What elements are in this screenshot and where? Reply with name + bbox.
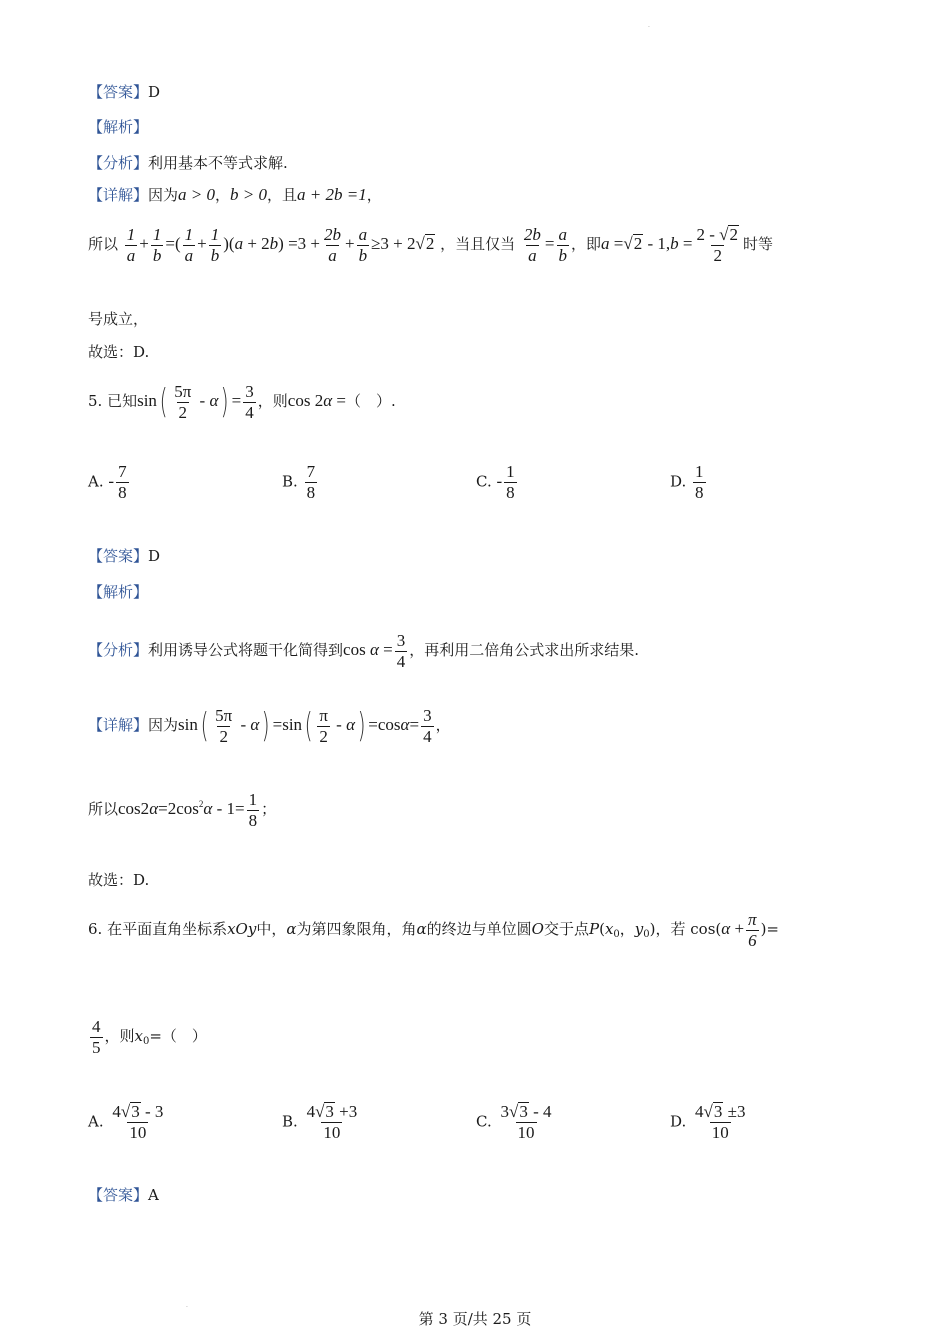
- q4-so-label: 所以: [88, 235, 119, 253]
- q5-fenxi-text-2: ，再利用二倍角公式求出所求结果.: [409, 641, 640, 659]
- q5-blank: （ ）.: [345, 392, 396, 410]
- answer-tag: 【答案】: [88, 1186, 149, 1204]
- q4-ie-label: ，即: [571, 235, 602, 253]
- frac-b-value: $\frac{2 - √2}{2}$: [696, 224, 738, 265]
- option-label: B.: [282, 472, 298, 491]
- frac-3-over-4: $\frac{3}{4}$: [245, 381, 254, 422]
- frac-pi-over-2: $\frac{\pi}{2}$: [319, 705, 328, 746]
- q6-blank: =（ ）: [149, 1027, 207, 1045]
- q6-text-2: 中，: [256, 920, 287, 938]
- option-fraction: $\frac{4√3 +3}{10}$: [306, 1102, 358, 1142]
- q6-text-3: 为第四象限角，角: [296, 920, 417, 938]
- fenxi-tag: 【分析】: [88, 641, 149, 659]
- q6-text-7: )=: [760, 920, 779, 938]
- frac-3-over-4: $\frac{3}{4}$: [396, 630, 406, 671]
- frac-1-over-a-2: $\frac{1}{a}$: [184, 224, 194, 265]
- option-label: D.: [670, 1112, 687, 1131]
- q6-text-6: ，若 cos(: [655, 920, 722, 938]
- q5-answer-line: [88, 546, 160, 566]
- q6-o: O: [531, 920, 544, 938]
- option-sign: -: [108, 471, 115, 491]
- frac-5pi-over-2: $\frac{5\pi}{2}$: [174, 381, 192, 422]
- q6-then: ，则: [104, 1027, 135, 1045]
- option-label: A.: [88, 1112, 104, 1131]
- q6-text-1: 6. 在平面直角坐标系: [88, 920, 228, 938]
- frac-1-over-b: $\frac{1}{b}$: [152, 224, 162, 265]
- decorative-dot: .: [648, 22, 650, 29]
- frac-2b-over-a-eq: $\frac{2b}{a}$: [523, 224, 541, 265]
- q4-analysis-tag: 【解析】: [88, 118, 149, 136]
- frac-1-over-b-2: $\frac{1}{b}$: [210, 224, 220, 265]
- q5-so-label: 所以: [88, 800, 119, 818]
- frac-5pi-over-2: $\frac{5\pi}{2}$: [215, 705, 233, 746]
- q6-stem-cont: $\frac{4}{5}$ ，则$x_0=$（ ）: [92, 1016, 207, 1057]
- q6-option-b[interactable]: [282, 1102, 361, 1143]
- q6-answer-line: [88, 1185, 159, 1205]
- decorative-dot: .: [186, 1302, 188, 1309]
- option-fraction: $\frac{7}{8}$: [118, 462, 127, 502]
- q5-number: 5. 已知: [88, 392, 138, 410]
- fenxi-tag: 【分析】: [88, 154, 149, 172]
- q5-option-a[interactable]: [88, 462, 131, 503]
- q4-detail-prefix: 因为: [148, 186, 179, 204]
- q5-stem: 5. 已知sin( $\frac{5\pi}{2}$ - α) = $\frac{3}{4}$ ，则cos 2α =（ ）.: [88, 381, 396, 422]
- q5-so-line: 所以$\cos 2\alpha=2\cos^2\alpha - 1=$ $\frac{1}{8}$ ；: [88, 789, 277, 830]
- option-sign: -: [496, 471, 503, 491]
- frac-2b-over-a: $\frac{2b}{a}$: [324, 224, 341, 265]
- answer-tag: 【答案】: [88, 547, 149, 565]
- q4-derivation-line: 所以 $\frac{1}{a}$ + $\frac{1}{b}$ =( $\frac{1}{a}$ + $\frac{1}{b}$ )(a + 2b) =3 + $\frac{2b}{a}$ + $\frac{a}{b}$ ≥3 + 2√2 ，当且仅当 $\frac{2b}{a}$ = $\frac{a}{b}$ ，即a =√2 - 1,b = $\frac{2 - √2}{2}$ 时等: [88, 224, 773, 265]
- q5-choose: 故选：D.: [88, 871, 150, 889]
- q4-fenxi-line: [88, 153, 288, 173]
- q5-detail-line: 【详解】因为sin( $\frac{5\pi}{2}$ - α) =sin( $\frac{\pi}{2}$ - α) =cosα= $\frac{3}{4}$ ，: [88, 705, 451, 746]
- option-label: C.: [476, 472, 492, 491]
- frac-3-over-4: $\frac{3}{4}$: [423, 705, 432, 746]
- option-fraction: $\frac{7}{8}$: [306, 462, 316, 502]
- q4-fenxi-text: 利用基本不等式求解.: [148, 154, 288, 172]
- detail-tag: 【详解】: [88, 186, 149, 204]
- q5-option-c[interactable]: [476, 462, 519, 503]
- q5-option-d[interactable]: [670, 462, 708, 503]
- q6-xoy: xOy: [227, 920, 257, 938]
- q5-fenxi-text-1: 利用诱导公式将题干化简得到: [148, 641, 344, 659]
- option-fraction: $\frac{1}{8}$: [695, 462, 704, 502]
- q4-answer: D: [148, 83, 161, 101]
- q4-answer-line: [88, 82, 160, 102]
- option-fraction: $\frac{3√3 - 4}{10}$: [500, 1102, 552, 1142]
- option-label: D.: [670, 472, 687, 491]
- q6-text-4: 的终边与单位圆: [426, 920, 532, 938]
- q5-detail-prefix: 因为: [148, 716, 179, 734]
- detail-tag: 【详解】: [88, 716, 149, 734]
- option-fraction: $\frac{1}{8}$: [506, 462, 515, 502]
- q4-choose: 故选：D.: [88, 343, 150, 361]
- q5-then: ，则: [257, 392, 288, 410]
- option-label: A.: [88, 472, 104, 491]
- q6-text-5: 交于点: [543, 920, 589, 938]
- q4-cond-sum: a + 2b =1: [297, 185, 367, 204]
- frac-4-over-5: $\frac{4}{5}$: [92, 1016, 101, 1057]
- q5-fenxi-line: 【分析】利用诱导公式将题干化简得到cos α = $\frac{3}{4}$ ，再利用二倍角公式求出所求结果.: [88, 630, 640, 671]
- q5-analysis-tag: 【解析】: [88, 583, 149, 601]
- q5-answer: D: [148, 547, 161, 565]
- q6-option-d[interactable]: [670, 1102, 749, 1143]
- frac-a-over-b-eq: $\frac{a}{b}$: [558, 224, 568, 265]
- q4-equal-when: ，当且仅当: [440, 235, 516, 253]
- q4-detail-line: 【详解】因为a > 0，b > 0，且a + 2b =1，: [88, 185, 382, 204]
- answer-tag: 【答案】: [88, 83, 149, 101]
- q4-cond-b: b > 0: [230, 185, 268, 204]
- frac-1-over-8: $\frac{1}{8}$: [248, 789, 258, 830]
- frac-a-over-b: $\frac{a}{b}$: [358, 224, 368, 265]
- option-label: B.: [282, 1112, 298, 1131]
- q5-option-b[interactable]: [282, 462, 319, 503]
- frac-1-over-a: $\frac{1}{a}$: [126, 224, 136, 265]
- option-fraction: $\frac{4√3 - 3}{10}$: [112, 1102, 164, 1142]
- option-fraction: $\frac{4√3 \pm 3}{10}$: [695, 1102, 746, 1142]
- q4-line2: 号成立，: [88, 310, 149, 328]
- page-footer: 第 3 页/共 25 页: [418, 1310, 532, 1328]
- q6-option-a[interactable]: [88, 1102, 167, 1143]
- q6-answer: A: [148, 1186, 159, 1204]
- q6-option-c[interactable]: [476, 1102, 556, 1143]
- q4-cond-a: a > 0: [178, 185, 216, 204]
- option-label: C.: [476, 1112, 492, 1131]
- frac-pi-over-6: $\frac{\pi}{6}$: [748, 909, 757, 950]
- q6-stem: 6. 在平面直角坐标系xOy中，α为第四象限角，角α的终边与单位圆O交于点$P(x_0$，$y_0$)，若 cos(α + $\frac{\pi}{6}$ )=: [88, 909, 779, 950]
- q4-time-eq: 时等: [742, 235, 773, 253]
